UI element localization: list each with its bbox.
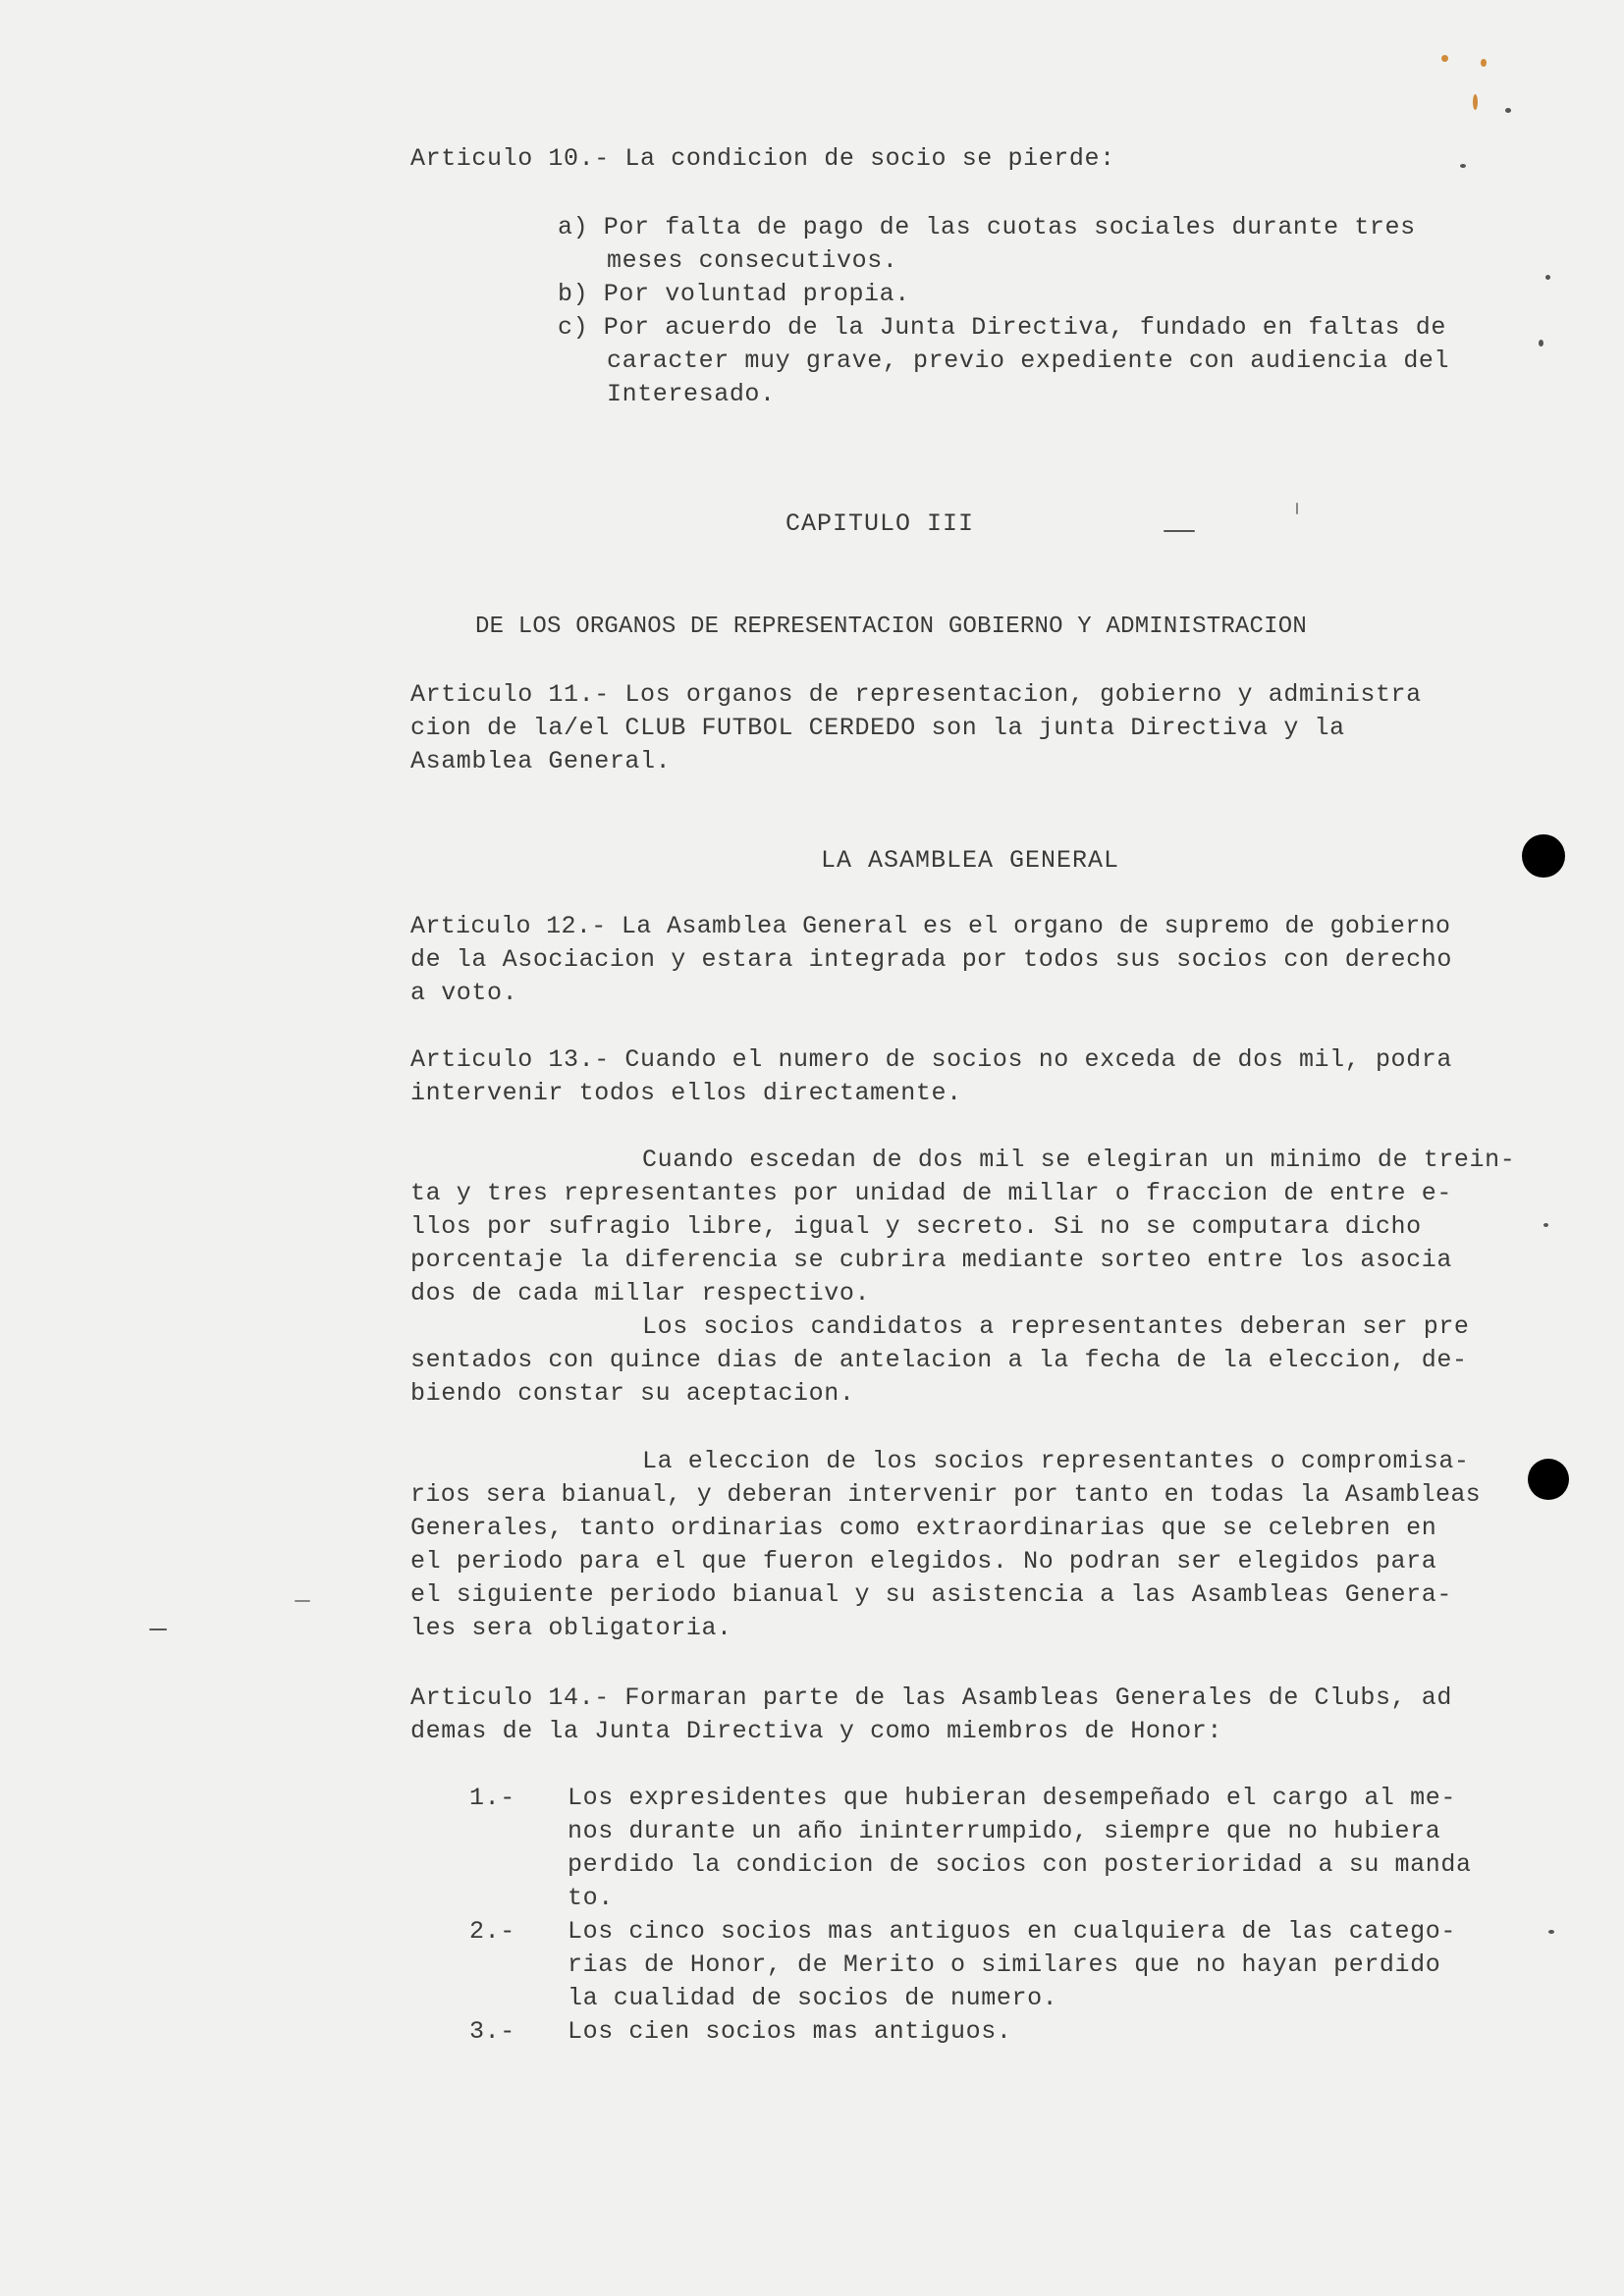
chapter-subtitle: DE LOS ORGANOS DE REPRESENTACION GOBIERNO Y ADMINISTRACION — [475, 614, 1307, 640]
art10-item-c-line1: c) Por acuerdo de la Junta Directiva, fundado en faltas de — [558, 313, 1446, 342]
ink-speck — [1460, 164, 1466, 168]
ink-mark — [295, 1600, 310, 1602]
art14-item2-line3: la cualidad de socios de numero. — [568, 1984, 1058, 2012]
art10-title: Articulo 10.- La condicion de socio se pierde: — [410, 144, 1115, 173]
art12-line2: de la Asociacion y estara integrada por todos sus socios con derecho — [410, 945, 1452, 974]
art13-p4-line3: Generales, tanto ordinarias como extraordinarias que se celebren en — [410, 1514, 1437, 1542]
punch-hole-lower — [1528, 1459, 1569, 1500]
ink-speck — [1441, 55, 1448, 62]
art11-line3: Asamblea General. — [410, 747, 672, 775]
art13-p2-line2: ta y tres representantes por unidad de millar o fraccion de entre e- — [410, 1179, 1452, 1207]
art10-item-a-line1: a) Por falta de pago de las cuotas sociales durante tres — [558, 213, 1416, 241]
ink-speck — [1548, 1930, 1554, 1934]
ink-mark — [1164, 530, 1195, 532]
art13-p4-line5: el siguiente periodo bianual y su asistencia a las Asambleas Genera- — [410, 1580, 1452, 1609]
art11-line1: Articulo 11.- Los organos de representacion, gobierno y administra — [410, 680, 1422, 709]
art14-item1-line2: nos durante un año ininterrumpido, siempre que no hubiera — [568, 1817, 1441, 1845]
art12-line1: Articulo 12.- La Asamblea General es el organo de supremo de gobierno — [410, 912, 1451, 940]
punch-hole-upper — [1522, 834, 1565, 878]
ink-speck — [1481, 59, 1487, 67]
art13-line2: intervenir todos ellos directamente. — [410, 1079, 962, 1107]
art10-item-a-line2: meses consecutivos. — [607, 246, 898, 275]
art13-p2-line4: porcentaje la diferencia se cubrira mediante sorteo entre los asocia — [410, 1246, 1452, 1274]
art13-p3-line2: sentados con quince dias de antelacion a la fecha de la eleccion, de- — [410, 1346, 1468, 1374]
art13-p2-line5: dos de cada millar respectivo. — [410, 1279, 871, 1308]
art13-p3-line1: Los socios candidatos a representantes deberan ser pre — [642, 1312, 1470, 1341]
art14-item2-line2: rias de Honor, de Merito o similares que no hayan perdido — [568, 1950, 1441, 1979]
art10-item-b: b) Por voluntad propia. — [558, 280, 910, 308]
ink-speck — [1473, 94, 1478, 110]
section-asamblea-general: LA ASAMBLEA GENERAL — [821, 846, 1120, 875]
art13-p4-line4: el periodo para el que fueron elegidos. No podran ser elegidos para — [410, 1547, 1437, 1575]
ink-mark — [149, 1629, 167, 1630]
chapter-title: CAPITULO III — [785, 509, 975, 538]
art13-p2-line1: Cuando escedan de dos mil se elegiran un minimo de trein- — [642, 1146, 1516, 1174]
art10-item-c-line2: caracter muy grave, previo expediente con audiencia del — [607, 347, 1450, 375]
art14-line1: Articulo 14.- Formaran parte de las Asambleas Generales de Clubs, ad — [410, 1683, 1452, 1712]
art13-p3-line3: biendo constar su aceptacion. — [410, 1379, 855, 1408]
art10-item-c-line3: Interesado. — [607, 380, 776, 408]
art13-line1: Articulo 13.- Cuando el numero de socios no exceda de dos mil, podra — [410, 1045, 1452, 1074]
art14-item1-line1: Los expresidentes que hubieran desempeñado el cargo al me- — [568, 1784, 1456, 1812]
art14-item1-line3: perdido la condicion de socios con posterioridad a su manda — [568, 1850, 1472, 1879]
art13-p2-line3: llos por sufragio libre, igual y secreto. Si no se computara dicho — [410, 1212, 1422, 1241]
art13-p4-line2: rios sera bianual, y deberan intervenir por tanto en todas la Asambleas — [410, 1480, 1482, 1509]
ink-speck — [1543, 1223, 1548, 1227]
art12-line3: a voto. — [410, 979, 518, 1007]
art14-item3-line1: Los cien socios mas antiguos. — [568, 2017, 1012, 2046]
ink-speck — [1545, 275, 1550, 280]
ink-mark — [1296, 503, 1298, 514]
art11-line2: cion de la/el CLUB FUTBOL CERDEDO son la junta Directiva y la — [410, 714, 1345, 742]
art14-item1-number: 1.- — [469, 1784, 515, 1812]
art13-p4-line1: La eleccion de los socios representantes o compromisa- — [642, 1447, 1470, 1475]
art14-item2-line1: Los cinco socios mas antiguos en cualquiera de las catego- — [568, 1917, 1456, 1946]
ink-speck — [1505, 108, 1511, 113]
art14-item2-number: 2.- — [469, 1917, 515, 1946]
art14-item1-line4: to. — [568, 1884, 614, 1912]
ink-speck — [1539, 340, 1543, 347]
art14-item3-number: 3.- — [469, 2017, 515, 2046]
art14-line2: demas de la Junta Directiva y como miembros de Honor: — [410, 1717, 1222, 1745]
art13-p4-line6: les sera obligatoria. — [410, 1614, 732, 1642]
